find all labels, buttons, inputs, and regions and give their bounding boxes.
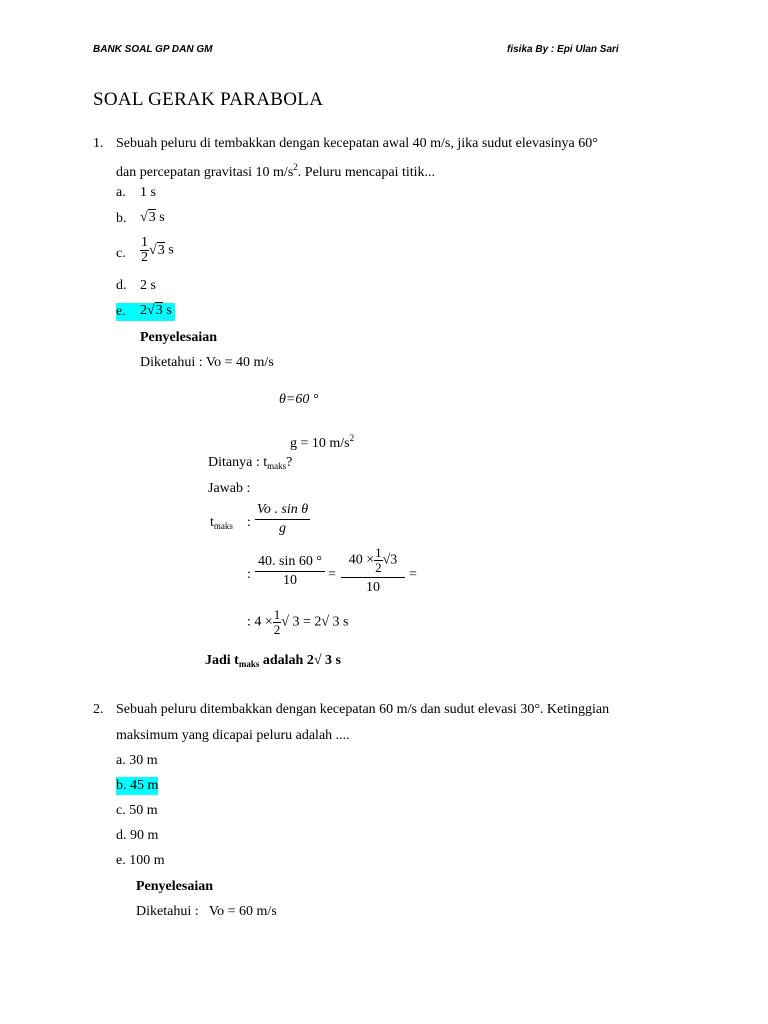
q2-option-b: b. 45 m <box>116 778 159 793</box>
q2-option-c: c. 50 m <box>116 803 158 818</box>
q1-conclusion: Jadi $t_{maks}$ adalah 2√ 3 s <box>205 653 341 669</box>
q1-option-e-letter: e. <box>116 304 126 319</box>
q1-line2: dan percepatan gravitasi 10 $m/s^2$. Peluru mencapai titik... <box>116 162 436 180</box>
q1-option-e: 2√3 s <box>140 303 172 318</box>
q1-step1b-equals: = <box>409 567 417 582</box>
q2-option-a: a. 30 m <box>116 753 158 768</box>
header-left: BANK SOAL GP DAN GM <box>93 44 213 55</box>
q1-tmaks-colon: : <box>247 515 251 530</box>
page-title: SOAL GERAK PARABOLA <box>93 89 324 110</box>
q2-option-d: d. 90 m <box>116 828 159 843</box>
q1-step2: : 4 × $\frac{1}{2}$ √ 3 = 2√ 3 s <box>247 607 349 637</box>
q1-option-d: 2 s <box>140 278 156 293</box>
q2-line1: Sebuah peluru ditembakkan dengan kecepatan 60 m/s dan sudut elevasi 30°. Ketinggian <box>116 702 610 717</box>
q2-line2: maksimum yang dicapai peluru adalah .... <box>116 728 350 743</box>
q2-number: 2. <box>93 702 104 717</box>
q1-formula: $\frac{\text{Vo . sin θ}}{g}$ <box>256 502 309 536</box>
q1-theta: θ=60 ° <box>279 392 319 407</box>
q1-step1-colon: : <box>247 567 251 582</box>
q1-answer-label: Jawab : <box>208 481 251 496</box>
q2-solution-heading: Penyelesaian <box>136 879 213 894</box>
q1-step1-equals: = <box>328 567 336 582</box>
q1-option-c: $\frac{1}{2}$ √3 s <box>141 235 174 265</box>
q1-number: 1. <box>93 136 104 151</box>
q1-step1b-fraction: 40 × $\frac{1}{2}$ √3 10 <box>341 546 405 597</box>
q1-solution-heading: Penyelesaian <box>140 330 217 345</box>
q1-tmaks-label: $t_{maks}$ <box>210 515 233 531</box>
header-right: fisika By : Epi Ulan Sari <box>507 44 619 55</box>
q1-option-d-letter: d. <box>116 278 127 293</box>
q2-option-e: e. 100 m <box>116 853 165 868</box>
q1-option-a-letter: a. <box>116 185 126 200</box>
q1-option-b-letter: b. <box>116 211 127 226</box>
q1-option-b: √3 s <box>140 210 165 225</box>
q2-known: Diketahui : Vo = 60 m/s <box>136 904 277 919</box>
q1-step1-fraction: $\frac{40. \sin 60 ^\circ}{10}$ <box>255 555 325 588</box>
q1-option-a: 1 s <box>140 185 156 200</box>
q1-option-c-letter: c. <box>116 246 126 261</box>
q1-asked: Ditanya : $t_{maks}$? <box>208 455 293 471</box>
q1-known: Diketahui : Vo = 40 m/s <box>140 355 274 370</box>
q1-gravity: g = 10 $m/s^2$ <box>290 433 355 451</box>
q1-line1: Sebuah peluru di tembakkan dengan kecepatan awal 40 m/s, jika sudut elevasinya 60° <box>116 136 598 151</box>
